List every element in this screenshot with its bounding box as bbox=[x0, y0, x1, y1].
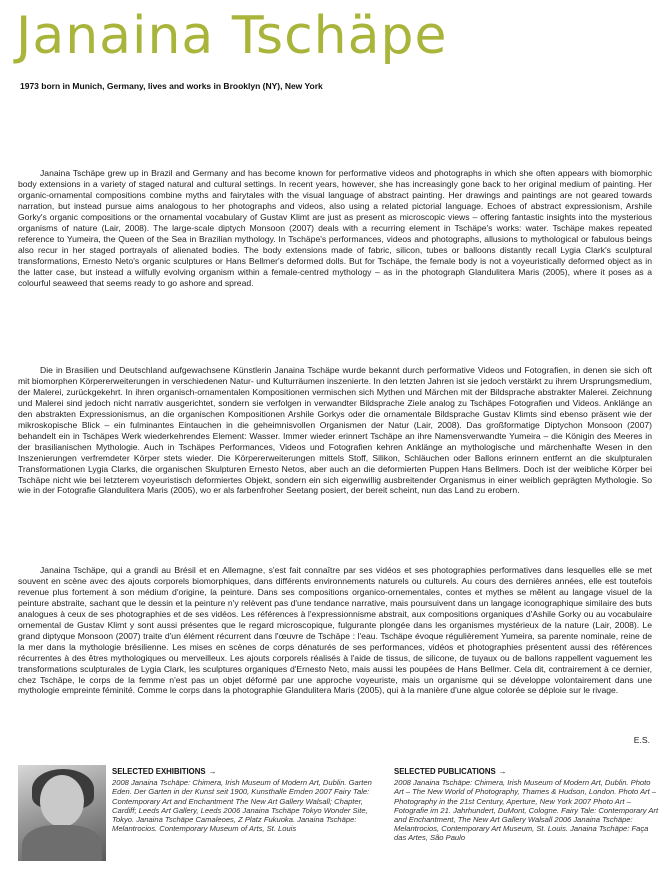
publications-heading: SELECTED PUBLICATIONS → bbox=[394, 767, 507, 776]
exhibitions-heading: SELECTED EXHIBITIONS → bbox=[112, 767, 217, 776]
arrow-right-icon: → bbox=[498, 767, 507, 776]
french-text bbox=[18, 565, 652, 696]
english-paragraph: Janaina Tschäpe grew up in Brazil and Germany and has become known for performative videos and photographs in which she often appears with biomorphic body extensions in a variety of staged natural and cultural settings. In recent years, however, she has increasingly gone back to her original medium of painting. Her organic-ornamental compositions combine myths and fairytales with the visual language of abstract painting. Her drawings and paintings are not geared towards narration, but instead pursue aims analogous to her photographs and videos, also using a related pictorial language. Echoes of abstract expressionism, Arshile Gorky's organic compositions or the ornamental vocabulary of Gustav Klimt are just as present as microscopic views – offering fantastic insights into the mysterious organisms of nature (Lair, 2008). The large-scale diptych Monsoon (2007) deals with a recurring element in Tschäpe's works: water. Tschäpe makes repeated reference to Yumeira, the Queen of the Sea in Brazilian mythology. In Tschäpe's performances, videos and photographs, allusions to mythological or fabulous beings also recur in her staged portrayals of alienated bodies. The body extensions made of fabric, silicon, tubes or balloons distantly recall Lygia Clark's sculptural transformations, Ernesto Neto's organic sculptures or Hans Bellmer's deformed dolls. But for Tschäpe, the female body is not a voyeuristically deformed object as in the latter case, but instead a wilfully evolving organism within a female-centred mythology – as in the photograph Glandulitera Maris (2005), where it poses as a colourful seaweed that seems ready to go ashore and spread. bbox=[18, 168, 652, 288]
french-paragraph: Janaina Tschäpe, qui a grandi au Brésil et en Allemagne, s'est fait connaître par ses vidéos et ses photographies performatives dans lesquelles elle se met souvent en scène avec des ajouts corporels biomorphiques, dans différents environnements naturels ou culturels. Au cours des dernières années, elle est toutefois revenue plus fortement à son médium d'origine, la peinture. Dans ses compositions organico-ornementales, contes et mythes se mêlent au langage visuel de la peinture abstraite, sachant que le dessin et la peinture n'y relèvent pas d'une tendance narrative, mais poursuivent dans un langage iconographique similaire des buts analogues à ceux de ses photographies et de ses vidéos. Les références à l'expressionnisme abstrait, aux compositions organiques d'Ashile Gorky ou au vocabulaire ornemental de Gustav Klimt y sont aussi présentes que le regard microscopique, fulgurante plongée dans les organismes mystérieux de la nature (Lair, 2008). Le grand diptyque Monsoon (2007) traite d'un élément récurrent dans l'œuvre de Tschäpe : l'eau. Tschäpe évoque régulièrement Yumeira, sa parente nominale, reine de la mer dans la mythologie brésilienne. Les mises en scènes de corps dénaturés de ses performances, vidéos et photographies présentent aussi des références récurrentes à des êtres mythologiques ou merveilleux. Les ajouts corporels réalisés à l'aide de tissus, de silicone, de tuyaux ou de ballons rappellent vaguement les transformations sculpturales de Lygia Clark, les sculptures organiques d'Ernesto Neto, mais aussi les poupées de Hans Bellmer. Cela dit, contrairement à ce dernier, chez Tschäpe, le corps de la femme n'est pas un objet déformé par une approche voyeuriste, mais un organisme qui se développe volontairement dans une mythologie empreinte féminité. Comme le corps dans la photographie Glandulitera Maris (2005), qui à la manière d'une algue colorée se déploie sur le rivage. bbox=[18, 565, 652, 696]
selected-exhibitions bbox=[112, 767, 380, 833]
exhibitions-list: 2008 Janaina Tschäpe: Chimera, Irish Museum of Modern Art, Dublin. Garten Eden. Der Garten in der Kunst seit 1900, Kunsthalle Emden 2007 Fairy Tale: Contemporary Art and Enchantment The New Art Gallery Walsall; Chapter, Cardiff; Leeds Art Gallery, Leeds 2006 Janaina Tschäpe Tokyo Wonder Site, Tokyo. Janaina Tschäpe Camaleoes, Z Platz Fukuoka. Janaina Tschäpe: Melantrocios. Contemporary Museum of Arts, St. Louis bbox=[112, 778, 372, 834]
artist-bio-line: 1973 born in Munich, Germany, lives and works in Brooklyn (NY), New York bbox=[20, 81, 323, 91]
artist-portrait-photo bbox=[18, 765, 106, 861]
bottom-section bbox=[0, 763, 670, 871]
english-text bbox=[18, 168, 652, 288]
german-paragraph: Die in Brasilien und Deutschland aufgewachsene Künstlerin Janaina Tschäpe wurde bekannt durch performative Videos und Fotografien, in denen sie sich oft mit biomorphen Körpererweiterungen in verschiedenen Natur- und Kulturräumen inszenierte. In den letzten Jahren ist sie jedoch verstärkt zu ihrem Ursprungsmedium, der Malerei, zurückgekehrt. In ihren organisch-ornamentalen Kompositionen vermischen sich Mythen und Märchen mit der Bildsprache abstrakter Malerei. Zeichnung und Malerei sind jedoch nicht narrativ ausgerichtet, sondern sie verfolgen in verwandter Bildsprache Ziele analog zu Tschäpes Fotografien und Videos. Anklänge an den abstrakten Expressionismus, an die organischen Kompositionen Arshile Gorkys oder die ornamentale Bildsprache Gustav Klimts sind ebenso präsent wie der mikroskopische Blick – ein fulminantes Eintauchen in die geheimnisvollen Organismen der Natur (Lair, 2008). Das großformatige Diptychon Monsoon (2007) behandelt ein in Tschäpes Werk wiederkehrendes Element: Wasser. Immer wieder erinnert Tschäpe an ihre Namensverwandte Yumeira – die Königin des Meeres in der brasilianischen Mythologie. Auch in Tschäpes Performances, Videos und Fotografien kehren Anklänge an mythologische und märchenhafte Wesen in den Inszenierungen verfremdeter Körper stets wieder. Die Körpererweiterungen mittels Stoff, Silikon, Schläuchen oder Ballons erinnern entfernt an die skulpturalen Transformationen Lygia Clarks, die organischen Skulpturen Ernesto Netos, aber auch an die deformierten Puppen Hans Bellmers. Doch ist der weibliche Körper bei Tschäpe nicht wie bei letzterem voyeuristisch deformiertes Objekt, sondern ein sich eigenwillig ausbreitender Organismus in einer weiblich geprägten Mythologie. So wie in der Fotografie Glandulitera Maris (2005), wo er als farbenfroher Seetang posiert, der bereit scheint, nun das Land zu erobern. bbox=[18, 365, 652, 496]
selected-publications bbox=[394, 767, 660, 843]
artist-name-title: Janaina Tschäpe bbox=[16, 6, 448, 66]
arrow-right-icon: → bbox=[208, 767, 217, 776]
publications-list: 2008 Janaina Tschäpe: Chimera, Irish Museum of Modern Art, Dublin. Photo Art – The New World of Photography, Thames & Hudson, London. Photo Art – Photography in the 21st Century, Aperture, New York 2007 Photo Art – Fotografie im 21. Jahrhundert, DuMont, Cologne. Fairy Tale: Contemporary Art and Enchantment, The New Art Gallery Walsall 2006 Janaina Tschäpe: Melantrocios, Contemporary Art Museum, St. Louis. Janaina Tschäpe: Faça das Artes, São Paulo bbox=[394, 778, 659, 843]
author-signature: E.S. bbox=[633, 735, 650, 745]
german-text bbox=[18, 365, 652, 496]
